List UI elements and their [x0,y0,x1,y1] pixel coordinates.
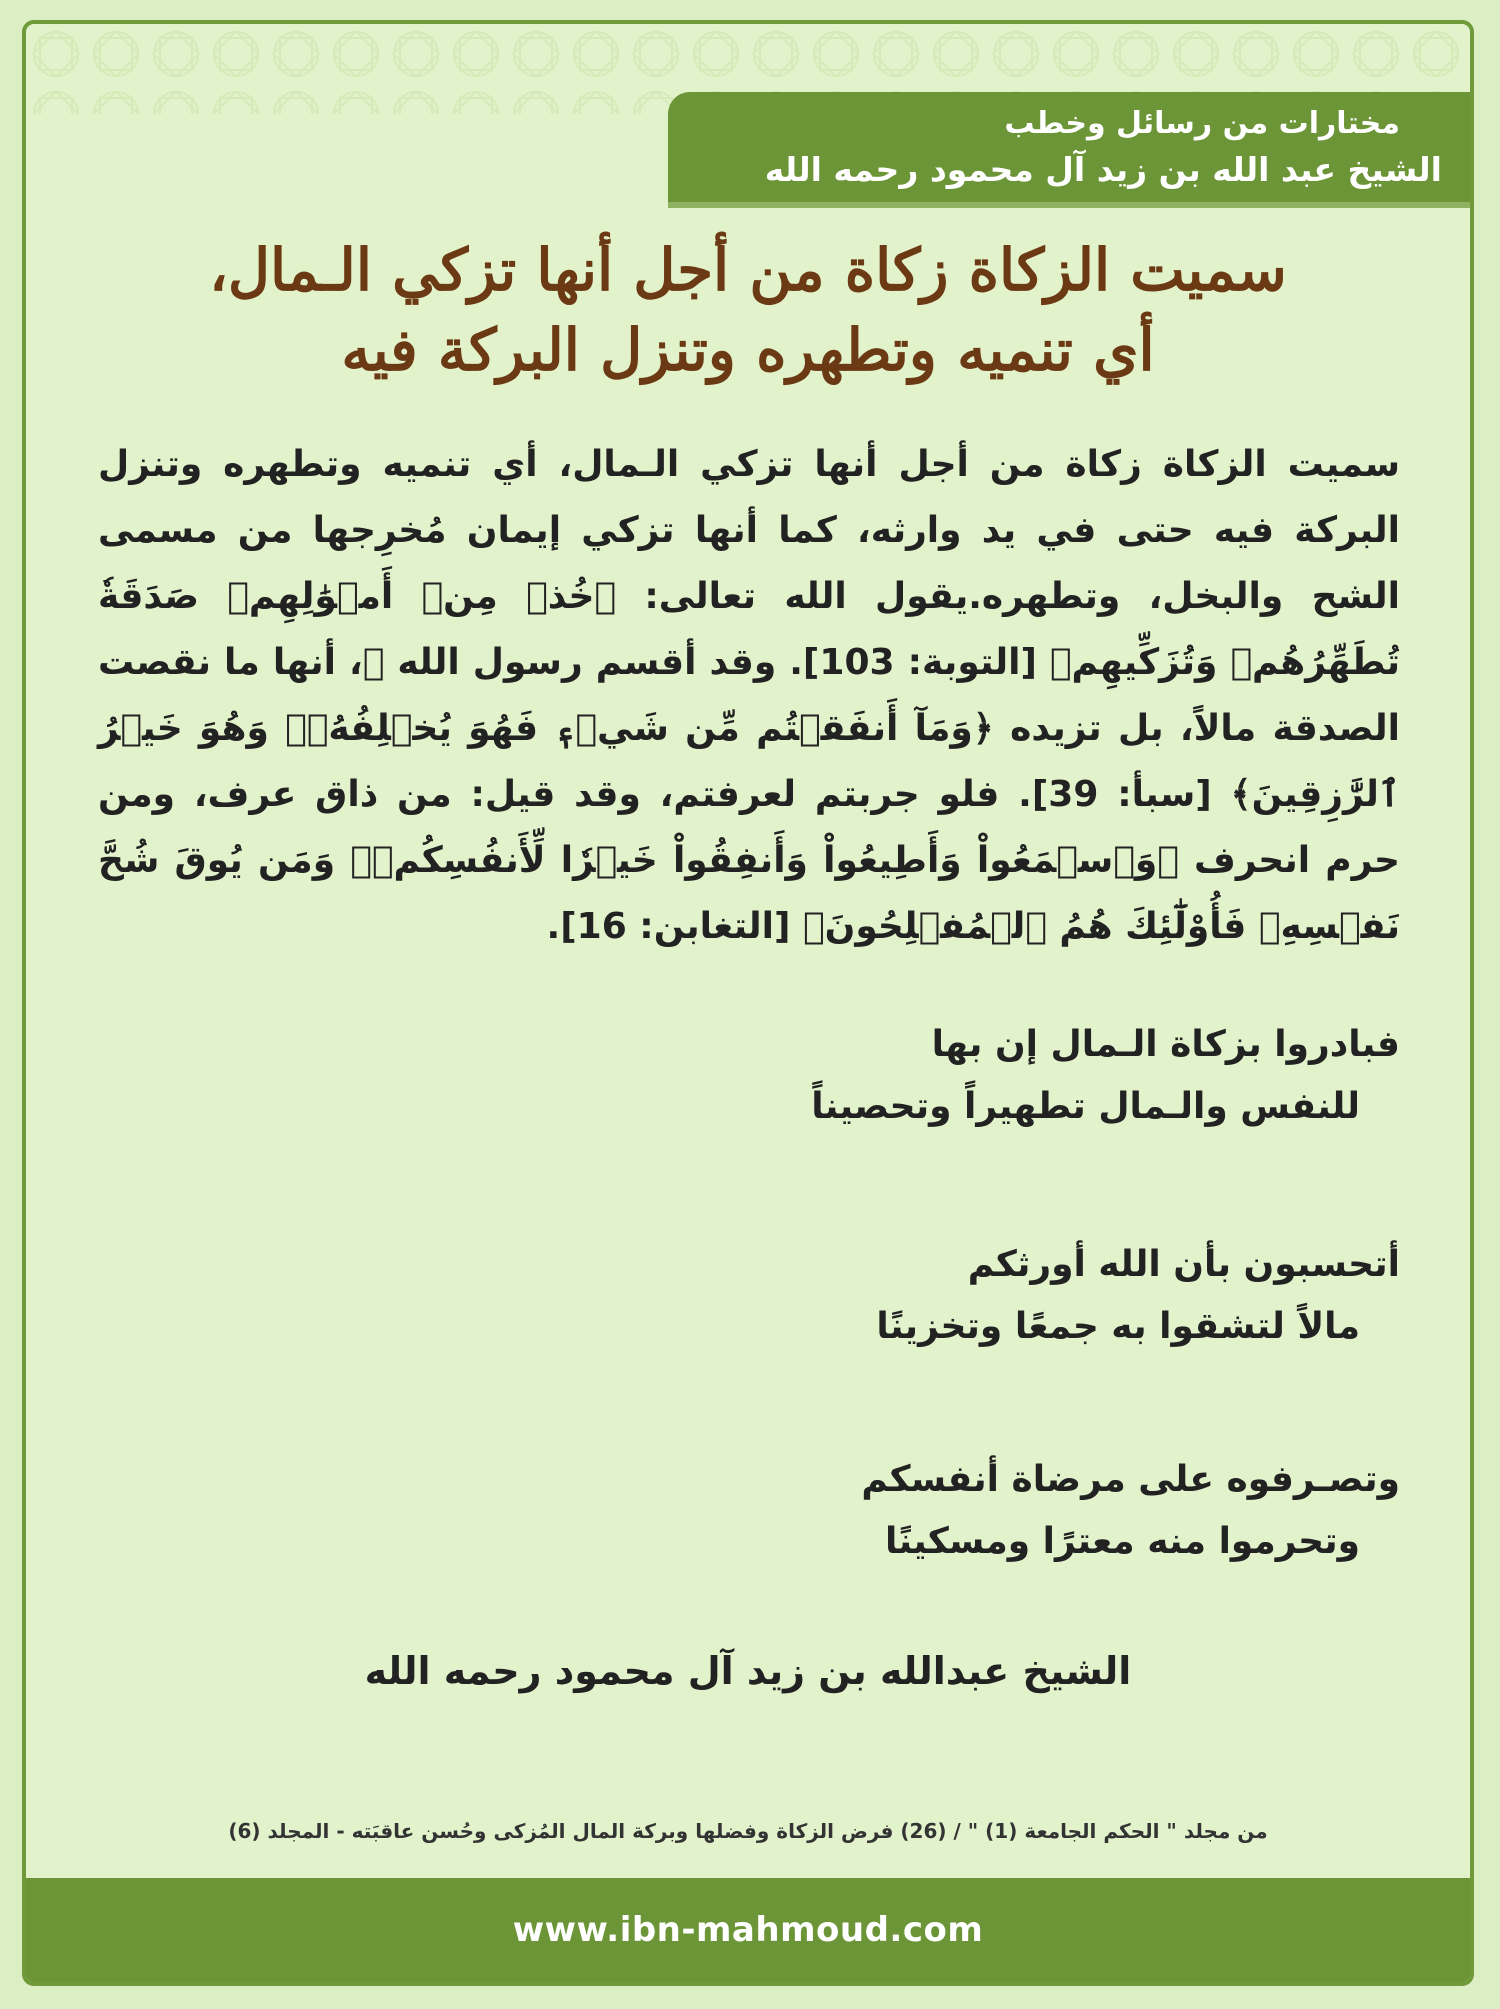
verse-line-b: للنفس والـمال تطهيراً وتحصيناً [811,1086,1360,1127]
header-subtitle: مختارات من رسائل وخطب [1004,106,1400,141]
verse-line-a: فبادروا بزكاة الـمال إن بها [931,1024,1400,1065]
website-link[interactable]: www.ibn-mahmoud.com [512,1910,984,1950]
footer-bar [26,1878,1470,1982]
verse-line-a: أتحسبون بأن الله أورثكم [967,1244,1400,1285]
page-title [86,230,1410,390]
poem-verse-1 [811,1014,1400,1138]
source-citation: من مجلد " الحكم الجامعة (1) " / (26) فرض الزكاة وفضلها وبركة المال المُزكى وحُسن عاقبَته - المجلد (6) [228,1819,1268,1843]
header-author: الشيخ عبد الله بن زيد آل محمود رحمه الله [764,150,1442,189]
author-signature: الشيخ عبدالله بن زيد آل محمود رحمه الله [364,1649,1132,1693]
body-paragraph: سميت الزكاة زكاة من أجل أنها تزكي الـمال، أي تنميه وتطهره وتنزل البركة فيه حتى في يد وارثه، كما أنها تزكي إيمان مُخرِجها من مسمى الشح والبخل، وتطهره.يقول الله تعالى: ﴿خُذۡ مِنۡ أَمۡوَٰلِهِمۡ صَدَقَةٗ تُطَهِّرُهُمۡ وَتُزَكِّيهِم﴾ [التوبة: 103]. وقد أقسم رسول الله ﷺ، أنها ما نقصت الصدقة مالاً، بل تزيده ﴿وَمَآ أَنفَقۡتُم مِّن شَيۡءٖ فَهُوَ يُخۡلِفُهُۥۖ وَهُوَ خَيۡرُ ٱلرَّٰزِقِينَ﴾ [سبأ: 39]. فلو جربتم لعرفتم، وقد قيل: من ذاق عرف، ومن حرم انحرف ﴿وَٱسۡمَعُواْ وَأَطِيعُواْ وَأَنفِقُواْ خَيۡرٗا لِّأَنفُسِكُمۡۗ وَمَن يُوقَ شُحَّ نَفۡسِهِۦ فَأُوْلَٰٓئِكَ هُمُ ٱلۡمُفۡلِحُونَ﴾ [التغابن: 16]. [98,444,1400,947]
poem-verse-3 [861,1449,1400,1573]
verse-line-b: مالاً لتشقوا به جمعًا وتخزينًا [876,1306,1360,1347]
page-card [22,20,1474,1986]
poem-verse-2 [876,1234,1400,1358]
verse-line-b: وتحرموا منه معترًا ومسكينًا [884,1521,1360,1562]
header-banner [668,92,1470,202]
title-line-2: أي تنميه وتطهره وتنزل البركة فيه [341,316,1155,384]
verse-line-a: وتصـرفوه على مرضاة أنفسكم [861,1459,1400,1500]
title-line-1: سميت الزكاة زكاة من أجل أنها تزكي الـمال، [209,236,1287,304]
